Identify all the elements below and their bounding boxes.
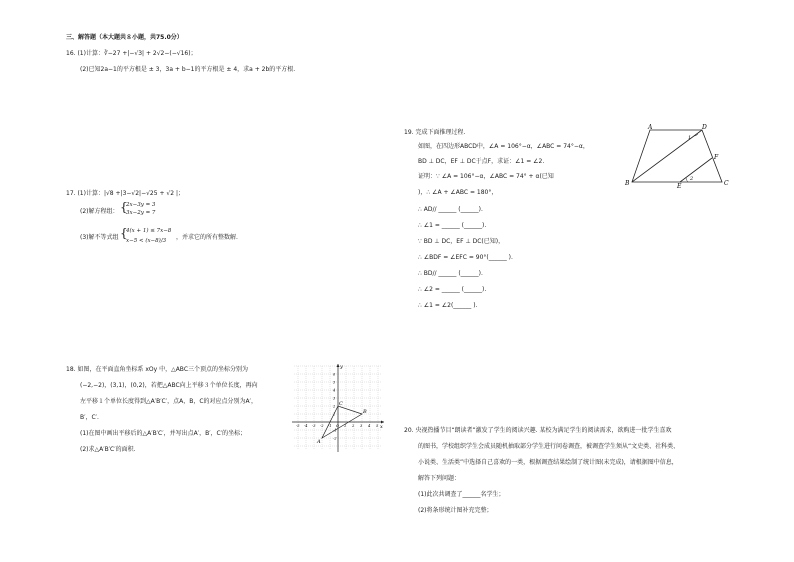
q19-proof-1: 证明：∵ ∠A = 106°−α，∠ABC = 74° + α(已知 [418, 173, 554, 180]
q19-proof-6: ∴ ∠BDF = ∠EFC = 90°(______ ). [418, 254, 513, 261]
vertex-label-d: D [702, 124, 707, 131]
q19-proof-7: ∴ BD// ______ (______). [418, 270, 483, 277]
q17-ineq1: 4(x + 1) ≤ 7x−8 [126, 228, 172, 234]
y-tick-label: 5 [333, 380, 336, 385]
q17-eq2: 3x−2y = 7 [126, 210, 156, 216]
q20-line2: 的图书，学校组织学生会成员随机抽取部分学生进行问卷调查，被调查学生须从“文史类、社科类、 [418, 443, 680, 450]
q20-line3: 小说类、生活类”中选择自己喜欢的一类，根据调查结果绘制了统计图(未完成)，请根据图中信息， [418, 459, 678, 466]
x-tick-label: -5 [296, 424, 300, 428]
q18-line3: 左平移１个单位长度得到△A′B′C′，点A，B，C的对应点分别为A′， [80, 398, 257, 405]
vertex-label-a: A [648, 124, 653, 131]
q19-proof-8: ∴ ∠2 = ______ (______). [418, 286, 487, 293]
coordinate-grid-figure [290, 362, 386, 454]
q19-proof-5: ∵ BD ⊥ DC，EF ⊥ DC(已知)， [418, 238, 505, 245]
x-axis-label: x [380, 424, 383, 430]
quadrilateral-figure [622, 122, 732, 188]
q19-title: 19. 完成下面推理过程. [404, 129, 466, 136]
y-tick-labels [332, 373, 337, 441]
q16-part2: (2)已知2a−1的平方根是 ± 3，3a + b−1的平方根是 ± 4，求a + 2b的平方根. [80, 66, 296, 73]
y-tick-label: -2 [333, 436, 337, 441]
q18-part1: (1)在图中画出平移后的△A′B′C′，并写出点A′，B′，C′的坐标； [80, 430, 247, 437]
q17-ineq-tail: ，并求它的所有整数解. [176, 234, 238, 241]
q18-line2: (−2,−2)，(3,1)，(0,2)，若把△ABC向上平移３个单位长度，再向 [80, 382, 258, 389]
q20-part1: (1)此次共调查了______名学生； [418, 491, 505, 498]
x-tick-label: -4 [304, 424, 308, 428]
q19-proof-3: ∴ AD// ______ (______). [418, 206, 483, 213]
y-tick-label: 2 [333, 404, 336, 409]
vertex-label-f: F [714, 154, 719, 161]
x-tick-label: 2 [352, 424, 355, 428]
q18-part2: (2)求△A′B′C′的面积. [80, 446, 136, 453]
q17-part1: 17. (1)计算：|√8 +|3−√2|−√25 + √2 |； [66, 190, 184, 197]
q19-proof-4: ∴ ∠1 = ______ (______). [418, 222, 487, 229]
q20-line1: 20. 央视热播节目“朗读者”激发了学生的阅读兴趣. 某校为满足学生的阅读需求，欲购进一批学生喜欢 [404, 427, 672, 434]
point-label-c: C [339, 401, 343, 407]
q19-given-1: 如图，在四边形ABCD中，∠A = 106°−α，∠ABC = 74°−α， [418, 143, 589, 150]
q19-proof-2: )，∴ ∠A + ∠ABC = 180°， [418, 189, 498, 196]
x-tick-label: O [336, 424, 339, 428]
y-tick-label: 1 [333, 412, 336, 417]
y-tick-label: 6 [333, 372, 336, 377]
coordinate-grid [290, 362, 386, 454]
x-tick-label: 1 [344, 424, 347, 428]
q19-given-2: BD ⊥ DC，EF ⊥ DC于点F，求证：∠1 = ∠2. [418, 158, 545, 165]
x-tick-label: -3 [312, 424, 316, 428]
x-tick-label: -2 [320, 424, 324, 428]
q16-part1: 16. (1)计算：∛−27 +|−√3| + 2√2−(−√16)； [66, 50, 197, 57]
q17-eq1: 2x−3y = 3 [126, 202, 156, 208]
angle-label-1: 1 [688, 135, 692, 141]
q17-system-brace: { [120, 200, 128, 214]
x-tick-label: -1 [328, 424, 332, 428]
q17-ineq2: x−5 < (x−8)/3 [126, 238, 167, 244]
q18-line4: B′，C′. [80, 414, 99, 421]
x-tick-label: 4 [368, 424, 371, 428]
section-title: 三、解答题（本大题共８小题，共75.0分） [66, 34, 183, 41]
q20-line4: 解答下列问题： [418, 475, 461, 482]
vertex-label-c: C [724, 180, 729, 187]
q17-ineq-label: (3)解不等式组 [80, 234, 119, 241]
q17-ineq-brace: { [120, 226, 128, 240]
quadrilateral-outline [632, 130, 722, 182]
q20-part2: (2)将条形统计图补充完整； [418, 507, 493, 514]
y-tick-label: 3 [333, 396, 336, 401]
x-tick-labels [296, 424, 379, 428]
vertex-label-e: E [677, 183, 682, 188]
angle-2-arc [686, 178, 688, 182]
x-tick-label: 3 [360, 424, 363, 428]
y-tick-label: -1 [333, 428, 337, 433]
q17-solve-label: (2)解方程组： [80, 208, 119, 215]
point-label-a: A [317, 439, 321, 445]
angle-label-2: 2 [690, 176, 694, 182]
x-tick-label: 5 [376, 424, 379, 428]
segment-ef [680, 158, 712, 182]
q19-proof-9: ∴ ∠1 = ∠2(______ ). [418, 302, 478, 309]
vertex-label-b: B [625, 180, 630, 187]
y-axis-label: y [340, 364, 343, 370]
point-label-b: B [363, 409, 367, 415]
quadrilateral-abcd [622, 122, 732, 188]
diagonal-bd [632, 130, 702, 182]
q18-line1: 18. 如图，在平面直角坐标系 xOy 中，△ABC三个顶点的坐标分别为 [66, 366, 249, 373]
y-tick-label: 4 [333, 388, 336, 393]
